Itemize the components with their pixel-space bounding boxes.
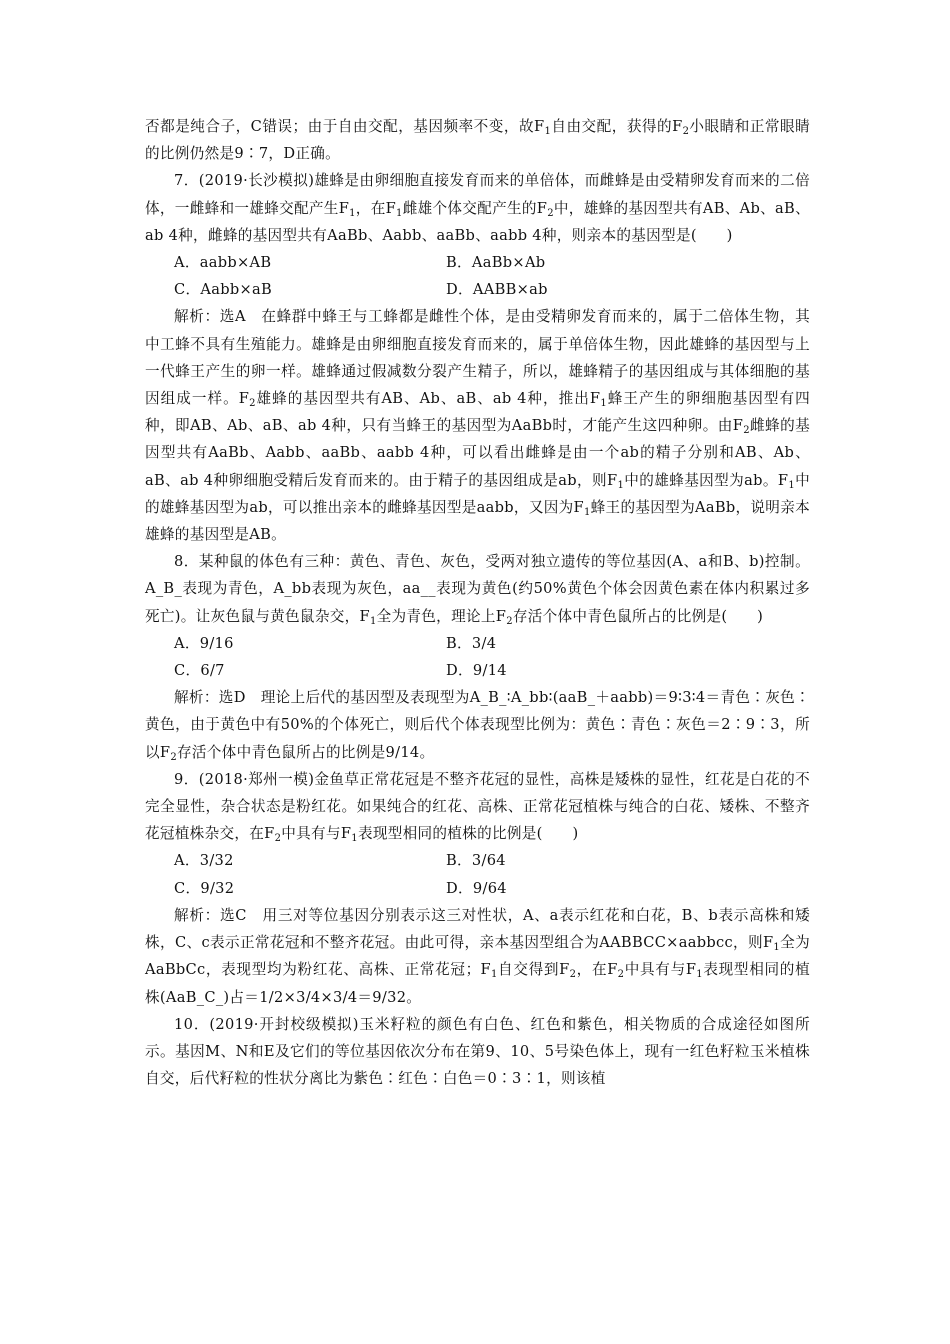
option-a: A．aabb×AB (174, 254, 272, 272)
question-7-options-row-2 (145, 276, 810, 303)
subscript: 1 (696, 969, 703, 981)
subscript: 2 (682, 126, 690, 137)
text-run: 自交得到F (497, 961, 570, 979)
subscript: 2 (506, 615, 513, 627)
text-run: 蜂王产生的卵细胞基因型有四种，即AB、Ab、aB、ab 4种，只有当蜂王的基因型为AaBb时，才能产生这四种卵。由F (145, 390, 810, 435)
text-run: 中，雄蜂的基因型共有AB、Ab、aB、ab 4种，雌蜂的基因型共有AaBb、Aabb、aaBb、aabb 4种，则亲本的基因型是( ) (145, 199, 810, 244)
answer-7 (145, 303, 810, 548)
question-7 (145, 167, 810, 249)
text-run: 表现型相同的植株的比例是( ) (357, 825, 579, 843)
option-b: B．3/64 (446, 852, 506, 870)
text-run: ，在F (355, 199, 397, 217)
text-run: 10．(2019·开封校级模拟)玉米籽粒的颜色有白色、红色和紫色，相关物质的合成途径如图所示。基因M、N和E及它们的等位基因依次分布在第9、10、5号染色体上，现有一红色籽粒玉米植株自交，后代籽粒的性状分离比为紫色∶红色∶白色＝0∶3∶1，则该植 (145, 1015, 810, 1088)
subscript: 2 (743, 425, 750, 437)
text-run: 雌蜂的基因型共有AaBb、Aabb、aaBb、aabb 4种，可以看出雌蜂是由一个ab的精子分别和AB、Ab、aB、ab 4种卵细胞受精后发育而来的。由于精子的基因组成是ab，则F (145, 417, 810, 489)
text-run: 全为青色，理论上F (376, 607, 507, 625)
option-a: A．3/32 (174, 852, 234, 870)
option-d: D．9/64 (446, 879, 507, 897)
text-run: ，在F (576, 961, 618, 979)
question-8-options-row-1 (145, 630, 810, 657)
subscript: 2 (170, 751, 177, 763)
subscript: 1 (773, 942, 781, 954)
option-c: C．9/32 (174, 879, 235, 897)
text-run: 存活个体中青色鼠所占的比例是( ) (512, 607, 764, 625)
question-9 (145, 766, 810, 848)
subscript: 2 (547, 207, 554, 219)
subscript: 2 (569, 969, 577, 981)
question-9-options-row-1 (145, 847, 810, 874)
subscript: 1 (396, 207, 403, 219)
subscript: 1 (600, 398, 607, 410)
option-d: D．AABB×ab (446, 281, 548, 299)
question-10 (145, 1011, 810, 1093)
option-b: B．3/4 (446, 634, 497, 652)
option-b: B．AaBb×Ab (446, 254, 546, 272)
text-run: 蜂王的基因型为AaBb，说明亲本雄蜂的基因型是AB。 (145, 498, 810, 544)
question-8-options-row-2 (145, 657, 810, 684)
text-run: 否都是纯合子，C错误；由于自由交配，基因频率不变，故F (145, 118, 545, 135)
text-run: 7．(2019·长沙模拟)雄蜂是由卵细胞直接发育而来的单倍体，而雌蜂是由受精卵发育而来的二倍体，一雌蜂和一雄蜂交配产生F (145, 172, 810, 217)
text-run: 表现型相同的植株(AaB_C_)占＝1/2×3/4×3/4＝9/32。 (145, 961, 810, 1006)
option-c: C．6/7 (174, 662, 225, 680)
text-run: 中的雄蜂基因型为ab。F (624, 471, 789, 489)
text-run: 解析：选C 用三对等位基因分别表示这三对性状，A、a表示红花和白花，B、b表示高株和矮株，C、c表示正常花冠和不整齐花冠。由此可得，亲本基因型组合为AABBCC×aabbcc，则F (145, 906, 810, 952)
subscript: 1 (583, 506, 591, 518)
subscript: 1 (369, 615, 377, 627)
subscript: 1 (788, 479, 795, 491)
text-run: 存活个体中青色鼠所占的比例是9/14。 (177, 743, 435, 761)
option-c: C．Aabb×aB (174, 281, 273, 299)
question-9-options-row-2 (145, 875, 810, 902)
subscript: 1 (351, 833, 358, 845)
text-run: 中的雄蜂基因型为ab，可以推出亲本的雌蜂基因型是aabb，又因为F (145, 471, 810, 516)
text-run: 小眼睛和正常眼睛的比例仍然是9∶7，D正确。 (145, 118, 810, 163)
text-run: 解析：选A 在蜂群中蜂王与工蜂都是雌性个体，是由受精卵发育而来的，属于二倍体生物，其中工蜂不具有生殖能力。雄蜂是由卵细胞直接发育而来的，属于单倍体生物，因此雄蜂的基因型与上一代蜂王产生的卵一样。雄蜂通过假减数分裂产生精子，所以，雄蜂精子的基因组成与其体细胞的基因组成一样。F (145, 308, 810, 408)
option-d: D．9/14 (446, 662, 507, 680)
text-run: 8．某种鼠的体色有三种：黄色、青色、灰色，受两对独立遗传的等位基因(A、a和B、b)控制。A_B_表现为青色，A_bb表现为灰色，aa__表现为黄色(约50%黄色个体会因黄色素在体内积累过多死亡)。让灰色鼠与黄色鼠杂交，F (145, 553, 810, 625)
question-7-options-row-1 (145, 249, 810, 276)
text-run: 自由交配，获得的F (551, 118, 683, 135)
answer-8 (145, 684, 810, 766)
question-8 (145, 548, 810, 630)
subscript: 1 (349, 207, 356, 219)
answer-9 (145, 902, 810, 1011)
paragraph-continuation (145, 113, 810, 167)
subscript: 1 (544, 126, 552, 137)
subscript: 2 (249, 398, 256, 410)
subscript: 1 (617, 479, 625, 491)
text-run: 全为AaBbCc，表现型均为粉红花、高株、正常花冠；F (145, 934, 811, 979)
text-run: 雄蜂的基因型共有AB、Ab、aB、ab 4种，推出F (255, 390, 601, 408)
text-run: 解析：选D 理论上后代的基因型及表现型为A_B_∶A_bb∶(aaB_＋aabb)＝9∶3∶4＝青色∶灰色∶黄色，由于黄色中有50%的个体死亡，则后代个体表现型比例为：黄色∶青色∶灰色＝2∶9∶3，所以F (145, 689, 810, 761)
subscript: 2 (617, 969, 625, 981)
option-a: A．9/16 (174, 634, 234, 652)
subscript: 1 (490, 969, 498, 981)
text-run: 9．(2018·郑州一模)金鱼草正常花冠是不整齐花冠的显性，高株是矮株的显性，红花是白花的不完全显性，杂合状态是粉红花。如果纯合的红花、高株、正常花冠植株与纯合的白花、矮株、不整齐花冠植株杂交，在F (145, 770, 810, 843)
text-run: 中具有与F (624, 961, 697, 979)
text-run: 雌雄个体交配产生的F (402, 199, 548, 217)
subscript: 2 (274, 833, 282, 845)
document-page (145, 113, 810, 1092)
text-run: 中具有与F (281, 825, 352, 843)
